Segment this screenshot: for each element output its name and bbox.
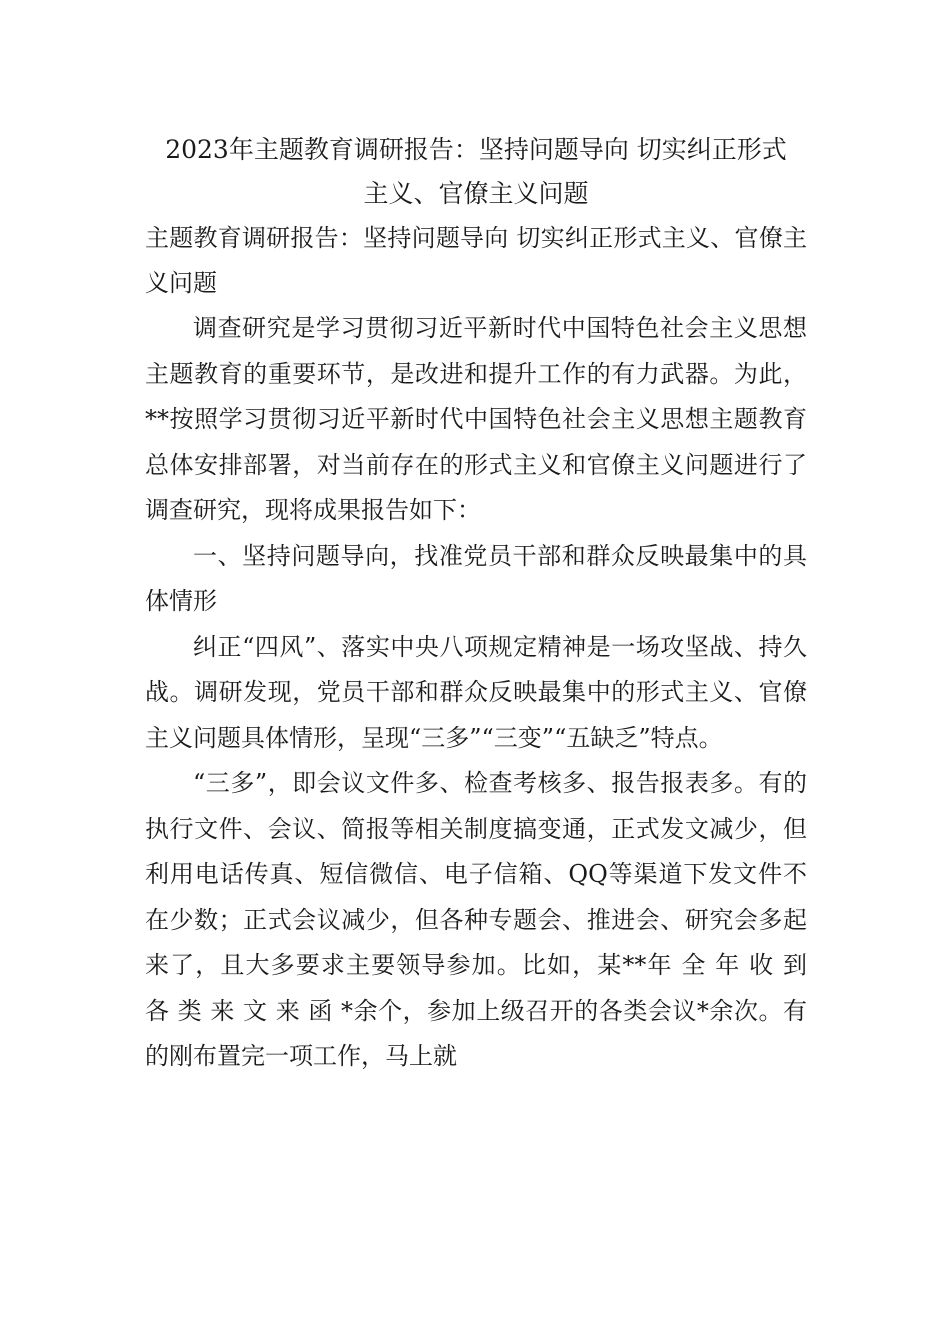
- paragraph-four-winds: 纠正“四风”、落实中央八项规定精神是一场攻坚战、持久战。调研发现，党员干部和群众反映最集中的形式主义、官僚主义问题具体情形，呈现“三多”“三变”“五缺乏”特点。: [145, 632, 807, 752]
- title-line-2: 主义、官僚主义问题: [363, 179, 589, 208]
- paragraph-three-many: “三多”，即会议文件多、检查考核多、报告报表多。有的执行文件、会议、简报等相关制度搞变通，正式发文减少，但利用电话传真、短信微信、电子信箱、QQ等渠道下发文件不在少数；正式会议减少，但各种专题会、推进会、研究会多起来了，且大多要求主要领导参加。比如，某**年 全 年 收 到 各 类 来 文 来 函 *余个，参加上级召开的各类会议*余次。有的刚布置完一项工作，马上就: [145, 769, 807, 1070]
- section-heading-1: 一、坚持问题导向，找准党员干部和群众反映最集中的具体情形: [145, 541, 807, 615]
- document-subtitle: 主题教育调研报告：坚持问题导向 切实纠正形式主义、官僚主义问题: [145, 224, 807, 297]
- title-line-1: 2023年主题教育调研报告：坚持问题导向 切实纠正形式: [165, 135, 787, 164]
- paragraph-intro: 调查研究是学习贯彻习近平新时代中国特色社会主义思想主题教育的重要环节，是改进和提升工作的有力武器。为此，**按照学习贯彻习近平新时代中国特色社会主义思想主题教育总体安排部署，对当前存在的形式主义和官僚主义问题进行了调查研究，现将成果报告如下：: [145, 314, 807, 524]
- document-page: [145, 128, 807, 1080]
- document-title: [145, 128, 807, 216]
